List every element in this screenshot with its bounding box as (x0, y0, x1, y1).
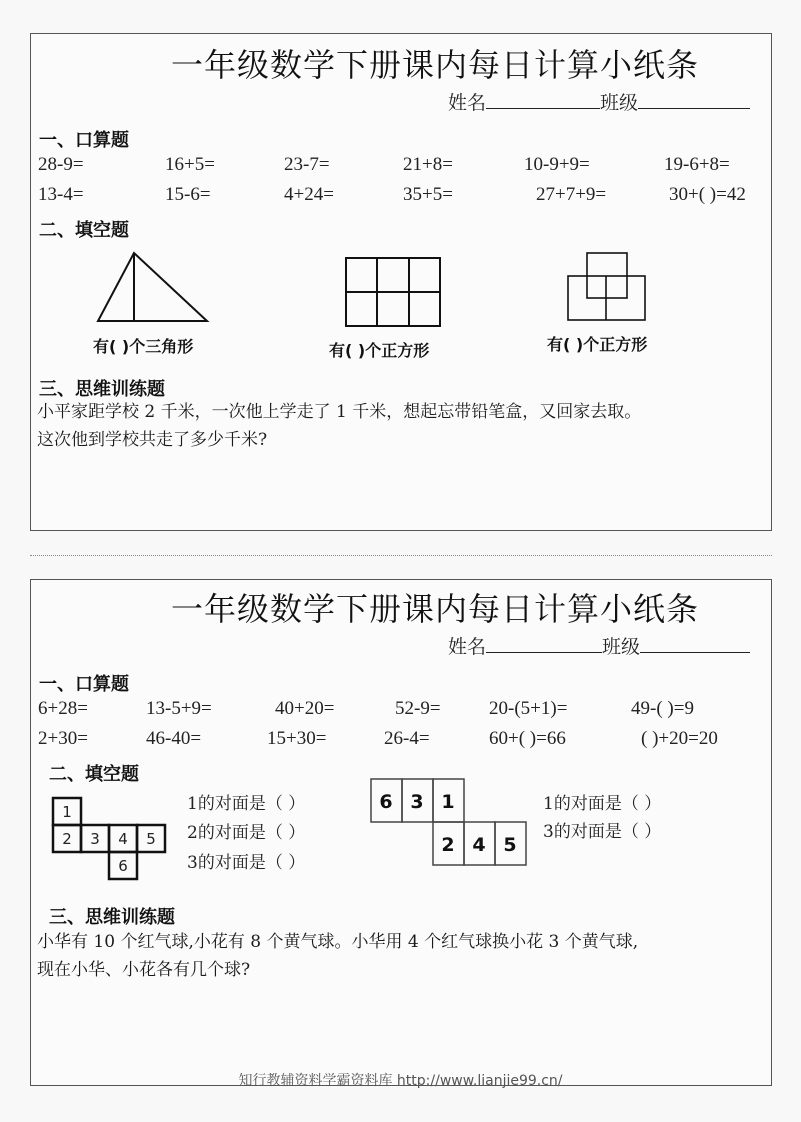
expr: 2+30= (38, 728, 88, 749)
net2-cell-5: 5 (503, 834, 517, 856)
net2-cell-6: 6 (379, 791, 393, 813)
expr: 15-6= (165, 184, 211, 205)
word-problem-line-2: 这次他到学校共走了多少千米? (37, 430, 268, 450)
worksheet-title: 一年级数学下册课内每日计算小纸条 (171, 46, 700, 84)
section-heading-oral-calc: 一、口算题 (39, 674, 129, 695)
expr: 16+5= (165, 154, 215, 175)
expr: 6+28= (38, 698, 88, 719)
watermark-footer: 知行教辅资料学霸资料库 http://www.lianjie99.cn/ (238, 1073, 563, 1089)
net1-cell-4: 4 (118, 830, 128, 848)
net1-cell-3: 3 (90, 830, 100, 848)
worksheet-title: 一年级数学下册课内每日计算小纸条 (171, 590, 700, 628)
net2-cell-1: 1 (441, 791, 455, 813)
expr: 27+7+9= (536, 184, 607, 205)
expr: 26-4= (384, 728, 430, 749)
expr: 35+5= (403, 184, 453, 205)
expr: 20-(5+1)= (489, 698, 568, 719)
section-heading-thinking: 三、思维训练题 (39, 379, 165, 400)
section-heading-fill-blank: 二、填空题 (39, 220, 129, 241)
net1-cell-6: 6 (118, 857, 128, 875)
net1-cell-1: 1 (62, 803, 72, 821)
expr: 23-7= (284, 154, 330, 175)
expr: ( )+20=20 (641, 728, 718, 749)
net2-cell-2: 2 (441, 834, 455, 856)
expr: 13-4= (38, 184, 84, 205)
triangle-caption: 有( )个三角形 (93, 337, 194, 356)
expr: 4+24= (284, 184, 334, 205)
worksheet-card-2 (30, 579, 772, 1086)
expr: 30+( )=42 (669, 184, 746, 205)
expr: 28-9= (38, 154, 84, 175)
overlap-squares-figure (31, 34, 773, 532)
expr: 46-40= (146, 728, 202, 749)
expr: 40+20= (275, 698, 335, 719)
overlap-caption: 有( )个正方形 (547, 335, 648, 354)
expr: 10-9+9= (524, 154, 590, 175)
word-problem-line-1: 小平家距学校 2 千米，一次他上学走了 1 千米，想起忘带铅笔盒，又回家去取。 (37, 402, 642, 422)
expr: 15+30= (267, 728, 327, 749)
expr: 19-6+8= (664, 154, 730, 175)
section-heading-oral-calc: 一、口算题 (39, 130, 129, 151)
section-heading-thinking: 三、思维训练题 (49, 907, 175, 928)
class-label: 班级 (602, 636, 641, 658)
net2-question-1: 1的对面是（ ） (543, 794, 662, 814)
grid-caption: 有( )个正方形 (329, 341, 430, 360)
net1-cell-5: 5 (146, 830, 156, 848)
cube-net-2 (31, 580, 773, 1087)
net2-question-2: 3的对面是（ ） (543, 822, 662, 842)
worksheet-card-1 (30, 33, 772, 531)
section-heading-fill-blank: 二、填空题 (49, 764, 139, 785)
name-label: 姓名 (448, 636, 487, 658)
expr: 13-5+9= (146, 698, 212, 719)
net1-cell-2: 2 (62, 830, 72, 848)
name-label: 姓名 (448, 92, 487, 114)
expr: 49-( )=9 (631, 698, 694, 719)
net1-question-2: 2的对面是（ ） (187, 823, 306, 843)
net2-cell-3: 3 (410, 791, 424, 813)
class-label: 班级 (600, 92, 639, 114)
expr: 60+( )=66 (489, 728, 566, 749)
net1-question-1: 1的对面是（ ） (187, 794, 306, 814)
net2-cell-4: 4 (472, 834, 486, 856)
word-problem-line-1: 小华有 10 个红气球,小花有 8 个黄气球。小华用 4 个红气球换小花 3 个黄气球, (37, 932, 639, 952)
expr: 52-9= (395, 698, 441, 719)
word-problem-line-2: 现在小华、小花各有几个球? (37, 960, 251, 980)
cut-line-divider (30, 555, 772, 556)
net1-question-3: 3的对面是（ ） (187, 853, 306, 873)
expr: 21+8= (403, 154, 453, 175)
